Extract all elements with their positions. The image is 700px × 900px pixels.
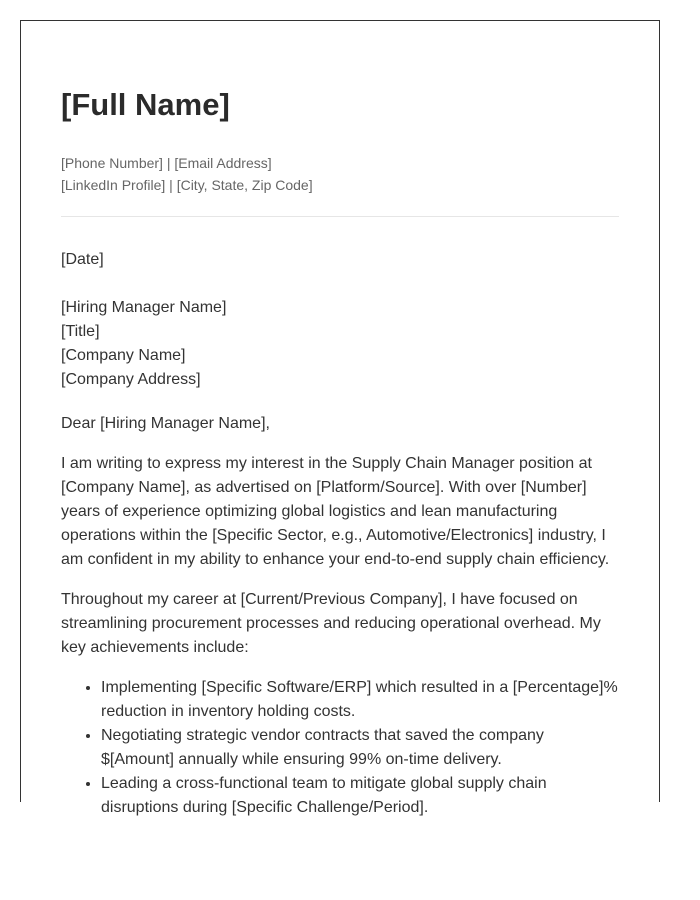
contact-line-linkedin-location: [LinkedIn Profile] | [City, State, Zip Code] [61, 177, 313, 193]
letter-date: [Date] [61, 251, 104, 268]
contact-info [61, 152, 619, 196]
achievements-list [61, 676, 619, 820]
recipient-title: [Title] [61, 323, 100, 340]
achievement-item: • Implementing [Specific Software/ERP] which resulted in a [Percentage]% reduction in inventory holding costs. [101, 676, 619, 724]
recipient-block [61, 296, 619, 392]
full-name: [Full Name] [61, 87, 230, 122]
letter-page [20, 20, 660, 816]
paragraph-intro: I am writing to express my interest in the Supply Chain Manager position at [Company Name], as advertised on [Platform/Source]. With over [Number] years of experience optimizing global logistics and lean manufacturing operations within the [Specific Sector, e.g., Automotive/Electronics] industry, I am confident in my ability to enhance your end-to-end supply chain efficiency. [61, 455, 610, 568]
header-divider [61, 216, 619, 217]
achievement-item: • Leading a cross-functional team to mitigate global supply chain disruptions during [Specific Challenge/Period]. [101, 772, 619, 820]
recipient-company: [Company Name] [61, 347, 186, 364]
paragraph-experience: Throughout my career at [Current/Previous Company], I have focused on streamlining procurement processes and reducing operational overhead. My key achievements include: [61, 591, 601, 656]
achievement-item: • Negotiating strategic vendor contracts that saved the company $[Amount] annually while ensuring 99% on-time delivery. [101, 724, 619, 772]
contact-line-phone-email: [Phone Number] | [Email Address] [61, 155, 272, 171]
salutation: Dear [Hiring Manager Name], [61, 415, 270, 432]
recipient-address: [Company Address] [61, 371, 201, 388]
recipient-name: [Hiring Manager Name] [61, 299, 227, 316]
letter-content [21, 21, 659, 820]
